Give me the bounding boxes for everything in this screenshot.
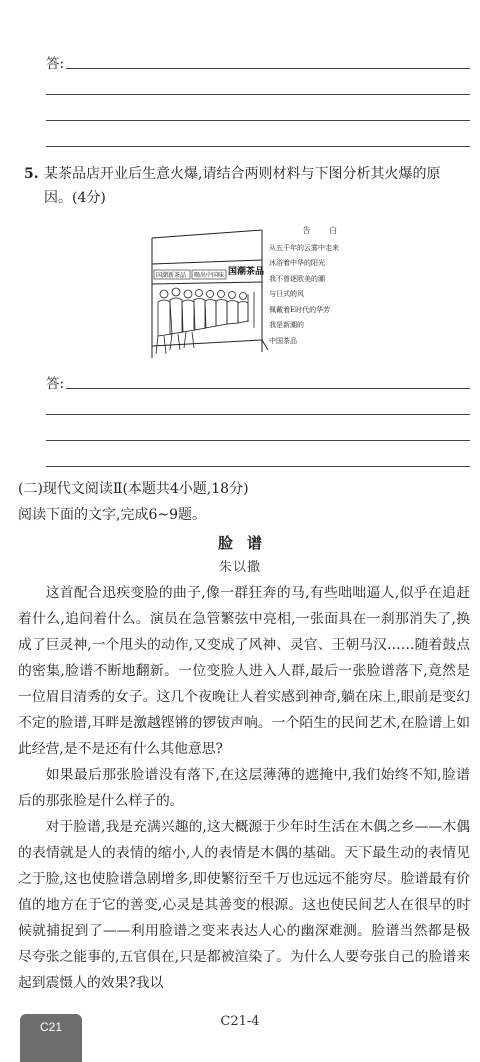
- answer-line[interactable]: [46, 120, 470, 121]
- answer-line[interactable]: [46, 440, 470, 441]
- article-title: 脸谱: [217, 534, 276, 552]
- paragraph: 如果最后那张脸谱没有落下,在这层薄薄的遮掩中,我们始终不知,脸谱后的那张脸是什么样子的。: [18, 767, 470, 809]
- answer-label: 答:: [46, 376, 65, 392]
- answer-area-top: [46, 52, 470, 152]
- notice-line: 中国茶品: [269, 336, 297, 345]
- shop-sign-3: 国潮茶品: [228, 267, 265, 277]
- answer-label: 答:: [46, 56, 65, 72]
- answer-area-q5: [46, 372, 470, 472]
- answer-line[interactable]: [46, 414, 470, 415]
- notice-title: 告 白: [302, 226, 346, 235]
- shop-sign-2: 喝出中国味: [194, 272, 225, 279]
- notice-line: 与日式的风: [269, 290, 304, 298]
- shop-sign-1: 国潮新茶品: [156, 272, 187, 279]
- reading-instruction: 阅读下面的文字,完成6~9题。: [18, 507, 206, 523]
- question-5: [24, 162, 472, 210]
- question-text: 某茶品店开业后生意火爆,请结合两则材料与下图分析其火爆的原: [44, 166, 441, 182]
- section-heading: (二)现代文阅读Ⅱ(本题共4小题,18分): [18, 481, 249, 497]
- notice-line: 沐浴着中华的阳光: [269, 259, 325, 267]
- answer-line[interactable]: [46, 94, 470, 95]
- answer-line[interactable]: [66, 388, 470, 389]
- article-body: [18, 580, 470, 996]
- notice-line: 佩戴着E时代的华芳: [269, 305, 331, 314]
- section-tab: C21: [20, 1014, 82, 1062]
- question-number: 5.: [24, 166, 39, 182]
- answer-line[interactable]: [46, 146, 470, 147]
- notice-board: [269, 223, 379, 349]
- paragraph: 这首配合迅疾变脸的曲子,像一群狂奔的马,有些咄咄逼人,似乎在追赶着什么,追问着什么。演员在急管繁弦中亮相,一张面具在一刹那消失了,换成了巨灵神,一个甩头的动作,又变成了风神、灵官、王朝马汉……随着鼓点的密集,脸谱不断地翻新。一位变脸人进入人群,最后一张脸谱落下,竟然是一位眉目清秀的女子。这几个夜晚让人着实感到神奇,躺在床上,眼前是变幻不定的脸谱,耳畔是激越铿锵的锣钹声响。一个陌生的民间艺术,在脸谱上如此经营,是不是还有什么其他意思?: [18, 585, 470, 757]
- page-number: C21-4: [220, 1014, 260, 1029]
- paragraph: 对于脸谱,我是充满兴趣的,这大概源于少年时生活在木偶之乡——木偶的表情就是人的表情的缩小,人的表情是木偶的基础。天下最生动的表情见之于脸,这也使脸谱急剧增多,即使繁衍至千万也远远不能穷尽。脸谱最有价值的地方在于它的善变,心灵是其善变的根源。这也使民间艺人在很早的时候就捕捉到了——利用脸谱之变来表达人心的幽深难测。脸谱当然都是极尽夸张之能事的,五官俱在,只是都被渲染了。为什么人要夸张自己的脸谱来起到震慑人的效果?我以: [18, 819, 470, 991]
- article-author: 朱以撒: [218, 560, 261, 575]
- notice-line: 我不曾逐欧美的潮: [269, 274, 325, 283]
- answer-line[interactable]: [46, 466, 470, 467]
- notice-line: 从五千年的云雾中走来: [269, 243, 339, 252]
- notice-line: 我是新潮的: [269, 321, 304, 329]
- question-text-continued: 因。(4分): [44, 190, 106, 206]
- answer-line[interactable]: [66, 68, 470, 69]
